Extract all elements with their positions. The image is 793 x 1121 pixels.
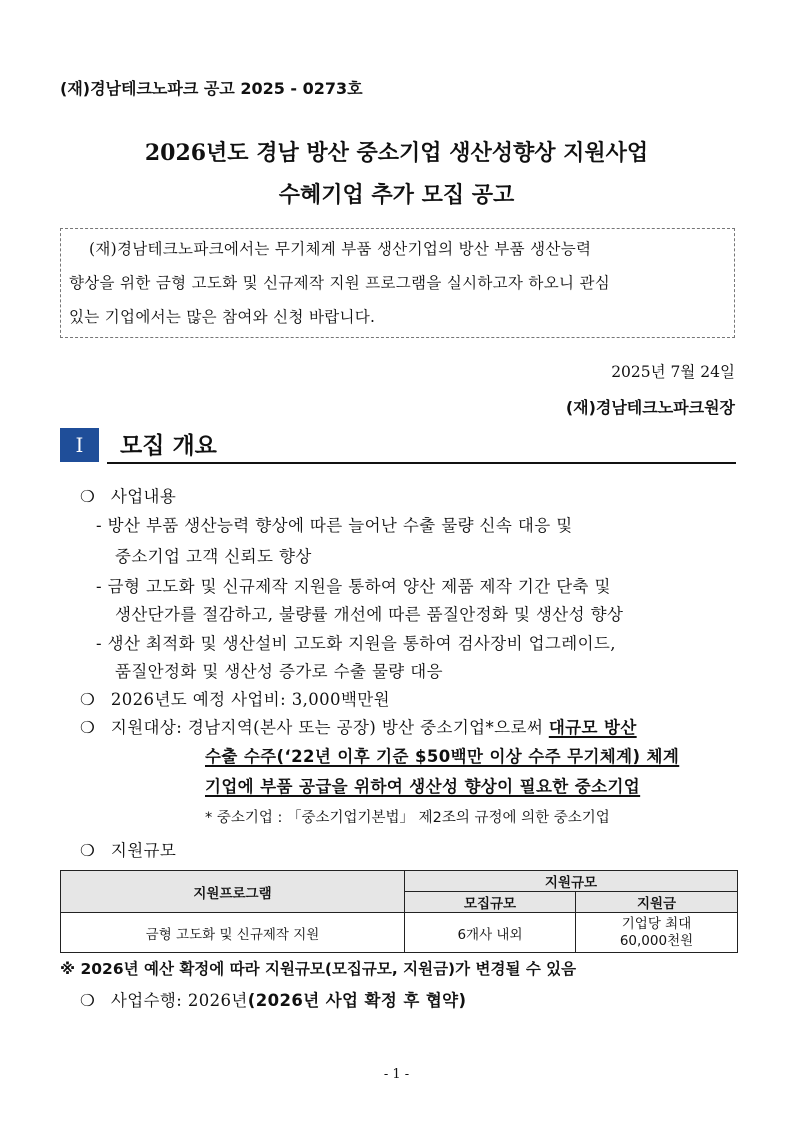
bullet-text: 지원대상: 경남지역(본사 또는 공장) 방산 중소기업*으로써 [110,718,549,737]
amount-line: 기업당 최대 [621,915,692,932]
table-cell-amount [576,913,738,953]
table-header-recruit: 모집규모 [405,892,576,913]
bullet-label: 사업내용 [110,487,177,506]
bullet-text: 사업수행: 2026년 [110,991,248,1010]
notice-number: (재)경남테크노파크 공고 2025 - 0273호 [60,79,363,98]
section-title: 모집 개요 [120,433,217,459]
table-header-scale: 지원규모 [405,871,738,892]
bullet-circle-icon: ❍ [80,718,96,737]
emphasis-text: 수출 수주(‘22년 이후 기준 $50백만 이상 수주 무기체계) 체계 [205,747,680,766]
dash-item-continued: 품질안정화 및 생산성 증가로 수출 물량 대응 [115,662,443,681]
intro-line: 있는 기업에서는 많은 참여와 신청 바랍니다. [69,308,376,326]
dash-item: - 생산 최적화 및 생산설비 고도화 지원을 통하여 검사장비 업그레이드, [96,634,616,653]
notice-date: 2025년 7월 24일 [611,363,735,381]
intro-line: (재)경남테크노파크에서는 무기체계 부품 생산기업의 방산 부품 생산능력 [89,240,592,258]
bullet-text: 2026년도 예정 사업비: 3,000백만원 [110,690,390,709]
emphasis-text: 대규모 방산 [548,718,637,737]
document-title-line1: 2026년도 경남 방산 중소기업 생산성향상 지원사업 [144,140,649,166]
bullet-execution [80,987,466,1011]
issuer-name: (재)경남테크노파크원장 [565,398,735,417]
dash-item-continued: 중소기업 고객 신뢰도 향상 [115,547,312,566]
section-divider [107,462,736,464]
table-header-amount: 지원금 [576,892,738,913]
table-header-program: 지원프로그램 [61,871,405,913]
bullet-label: 지원규모 [110,841,177,860]
footnote: * 중소기업 : 「중소기업기본법」 제2조의 규정에 의한 중소기업 [205,810,610,826]
table-cell-recruit: 6개사 내외 [405,913,576,953]
document-title-line2: 수혜기업 추가 모집 공고 [278,182,515,208]
bullet-circle-icon: ❍ [80,841,96,860]
table-row [61,913,738,953]
amount-line: 60,000천원 [619,932,694,949]
emphasis-text: (2026년 사업 확정 후 협약) [247,991,467,1010]
emphasis-text: 기업에 부품 공급을 위하여 생산성 향상이 필요한 중소기업 [205,777,641,796]
bullet-circle-icon: ❍ [80,690,96,709]
section-number-badge: I [60,428,99,462]
bullet-circle-icon: ❍ [80,487,96,506]
intro-line: 향상을 위한 금형 고도화 및 신규제작 지원 프로그램을 실시하고자 하오니 관심 [69,274,611,292]
bullet-support-scale [80,837,176,861]
intro-box [60,228,735,338]
dash-item: - 방산 부품 생산능력 향상에 따른 늘어난 수출 물량 신속 대응 및 [96,516,573,535]
bullet-budget [80,686,390,710]
bullet-circle-icon: ❍ [80,991,96,1010]
table-cell-program: 금형 고도화 및 신규제작 지원 [61,913,405,953]
bullet-business-content [80,483,176,507]
dash-item: - 금형 고도화 및 신규제작 지원을 통하여 양산 제품 제작 기간 단축 및 [96,577,611,596]
support-table [60,870,738,953]
dash-item-continued: 생산단가를 절감하고, 불량률 개선에 따른 품질안정화 및 생산성 향상 [115,605,624,624]
budget-note: ※ 2026년 예산 확정에 따라 지원규모(모집규모, 지원금)가 변경될 수 있음 [60,960,577,978]
page-number: - 1 - [383,1067,410,1082]
bullet-eligibility [80,714,637,738]
